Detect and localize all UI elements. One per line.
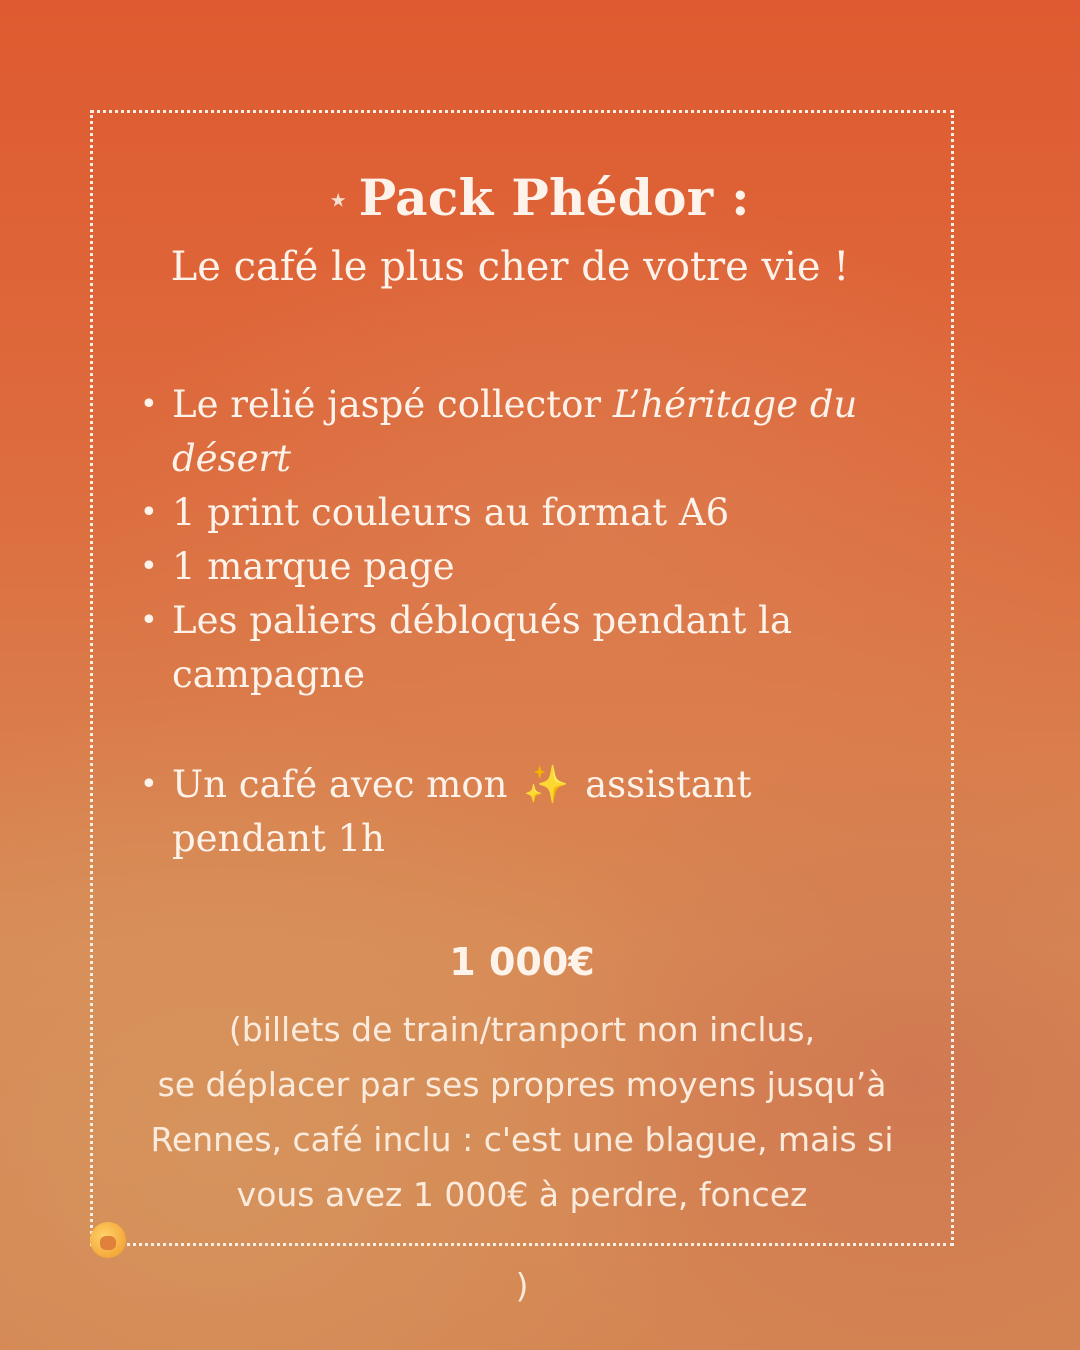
book-title: L’héritage du désert [172, 383, 858, 480]
list-item: • Un café avec mon ✨ assistant pendant 1h [140, 758, 900, 866]
price-note-last-line: vous avez 1 000€ à perdre, foncez ) [90, 1167, 954, 1313]
pack-title [0, 168, 1080, 227]
list-item: • 1 marque page [140, 540, 900, 594]
list-item: • 1 print couleurs au format A6 [140, 486, 900, 540]
price: 1 000€ [449, 940, 595, 984]
pack-title-text: Pack Phédor : [358, 168, 750, 227]
price-note-line: (billets de train/tranport non inclus, [228, 1010, 816, 1049]
price-note-line: Rennes, café inclu : c'est une blague, mais si [150, 1120, 894, 1159]
pack-contents-list [140, 378, 900, 866]
pack-subtitle: Le café le plus cher de votre vie ! [170, 244, 850, 290]
list-item: • Le relié jaspé collector L’héritage du désert [140, 378, 900, 486]
sparkles-icon: ✨ [523, 763, 570, 806]
face-with-hand-over-mouth-icon [90, 1222, 126, 1258]
star-icon: ⭑ [330, 182, 347, 217]
price-note [90, 1002, 954, 1313]
price-note-line: se déplacer par ses propres moyens jusqu’à [157, 1065, 887, 1104]
list-item: • Les paliers débloqués pendant la campagne [140, 594, 900, 702]
